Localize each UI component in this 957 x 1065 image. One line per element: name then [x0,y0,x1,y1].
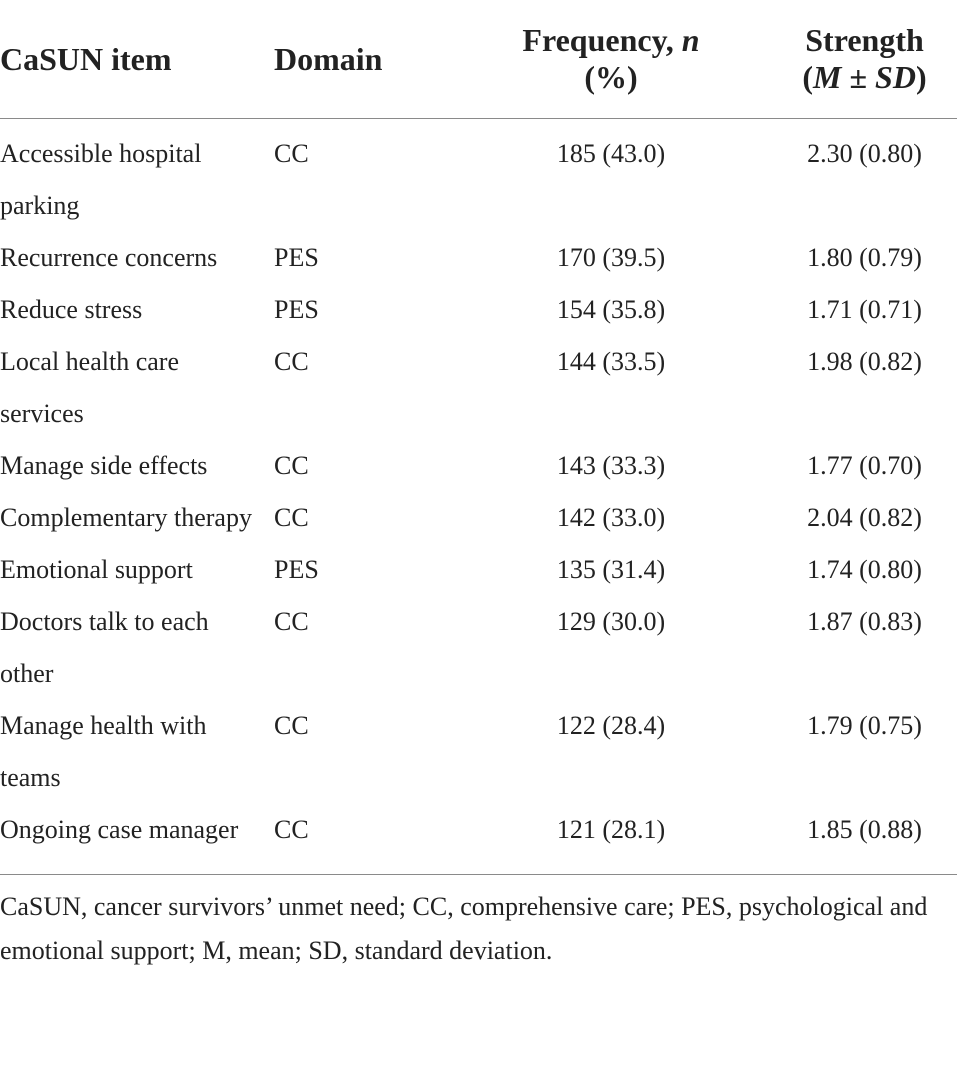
cell-item: Local health care services [0,347,179,428]
table-row [0,336,957,440]
cell-item: Manage side effects [0,451,208,480]
table-row [0,440,957,492]
cell-frequency: 129 (30.0) [556,607,666,636]
cell-domain: CC [274,139,309,168]
cell-frequency: 154 (35.8) [556,295,666,324]
cell-domain: CC [274,451,309,480]
cell-strength: 1.87 (0.83) [807,607,922,636]
cell-item: Manage health with teams [0,711,207,792]
cell-item: Recurrence concerns [0,243,218,272]
cell-domain: CC [274,815,309,844]
header-frequency-n: n [681,22,700,58]
header-row [0,0,957,119]
table-row [0,492,957,544]
cell-item: Complementary therapy [0,503,252,532]
header-strength-m: M [813,59,842,95]
header-strength-line1: Strength [805,22,924,58]
cell-strength: 1.71 (0.71) [807,295,922,324]
cell-frequency: 142 (33.0) [556,503,666,532]
cell-strength: 1.79 (0.75) [807,711,922,740]
header-strength [712,0,957,119]
cell-strength: 1.98 (0.82) [807,347,922,376]
cell-frequency: 185 (43.0) [556,139,666,168]
table-row [0,544,957,596]
header-strength-close: ) [915,59,927,95]
table-row [0,232,957,284]
cell-strength: 1.77 (0.70) [807,451,922,480]
cell-frequency: 144 (33.5) [556,347,666,376]
cell-domain: CC [274,503,309,532]
cell-domain: PES [274,555,319,584]
cell-item: Ongoing case manager [0,815,239,844]
cell-item: Emotional support [0,555,193,584]
cell-frequency: 122 (28.4) [556,711,666,740]
header-frequency-prefix: Frequency, [522,22,682,58]
cell-item: Doctors talk to each other [0,607,209,688]
header-strength-sd: SD [875,59,916,95]
cell-strength: 1.80 (0.79) [807,243,922,272]
table-body [0,119,957,875]
table-row [0,700,957,804]
cell-item: Reduce stress [0,295,143,324]
cell-strength: 2.30 (0.80) [807,139,922,168]
cell-domain: CC [274,607,309,636]
table-header [0,0,957,119]
cell-strength: 1.85 (0.88) [807,815,922,844]
cell-item: Accessible hospital parking [0,139,202,220]
cell-frequency: 121 (28.1) [556,815,666,844]
cell-frequency: 135 (31.4) [556,555,666,584]
cell-domain: CC [274,711,309,740]
table-footnote: CaSUN, cancer survivors’ unmet need; CC, comprehensive care; PES, psychological and emotional support; M, mean; SD, standard deviation. [0,874,957,973]
table-row [0,119,957,233]
cell-domain: PES [274,243,319,272]
table-row [0,804,957,874]
cell-frequency: 143 (33.3) [556,451,666,480]
cell-domain: PES [274,295,319,324]
table-row [0,596,957,700]
header-casun-item: CaSUN item [0,0,274,119]
cell-strength: 2.04 (0.82) [807,503,922,532]
header-frequency [480,0,712,119]
header-frequency-suffix: (%) [584,59,638,95]
header-strength-pm: ± [841,59,876,95]
cell-frequency: 170 (39.5) [556,243,666,272]
header-strength-open: ( [802,59,814,95]
cell-domain: CC [274,347,309,376]
table-row [0,284,957,336]
header-domain: Domain [274,0,480,119]
cell-strength: 1.74 (0.80) [807,555,922,584]
